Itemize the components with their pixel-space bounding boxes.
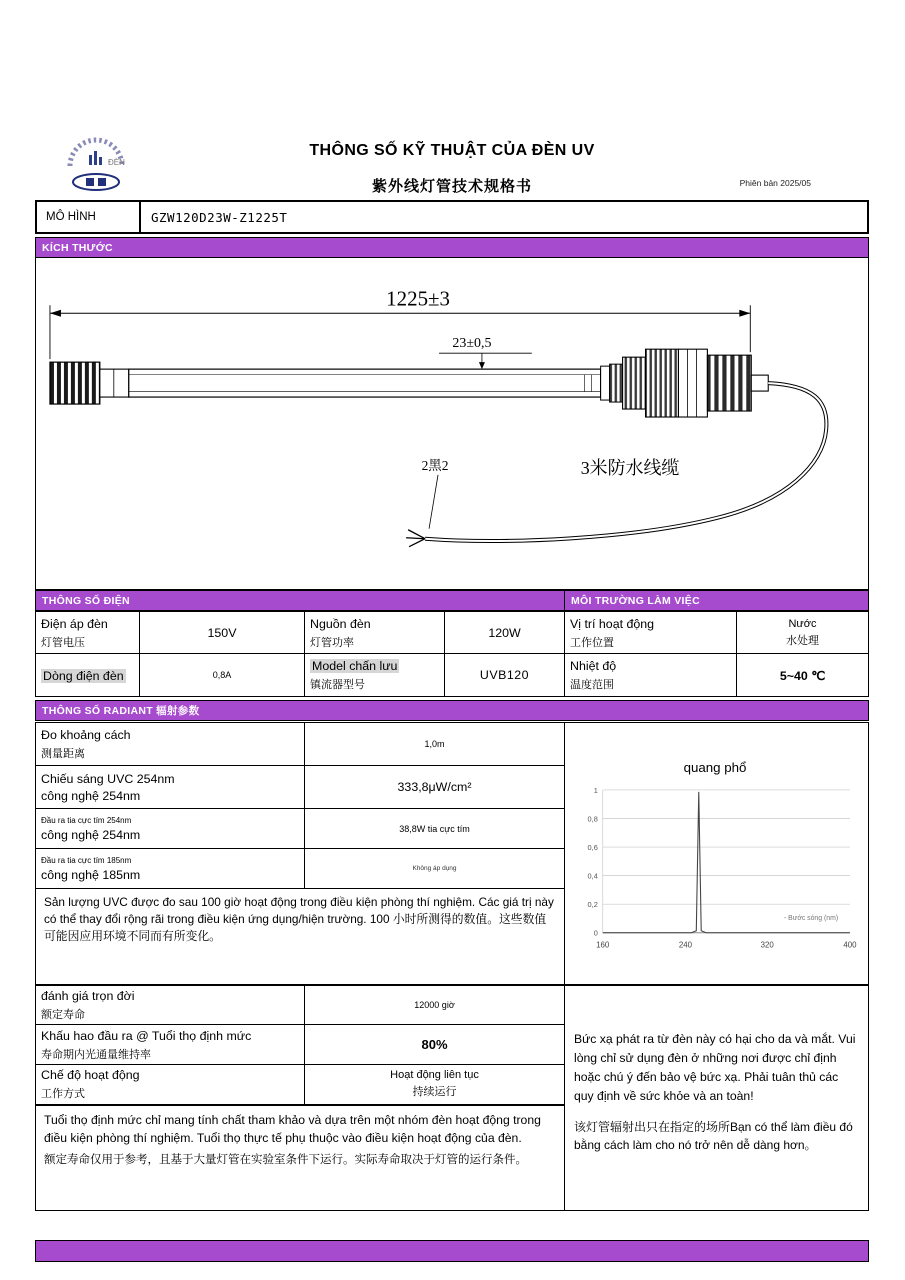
- value-zh: 水处理: [786, 634, 819, 647]
- rated-life-label: [36, 986, 305, 1025]
- measure-distance-label: [36, 723, 305, 766]
- model-label: MÔ HÌNH: [37, 202, 141, 232]
- label-sub: công nghệ 254nm: [41, 828, 141, 842]
- safety-warning-zh: 该灯管辐射出只在指定的场所Bạn có thể làm điều đó bằng cách làm cho nó trở nên dễ dàng hơn。: [574, 1119, 853, 1153]
- spectrum-series-line: [603, 792, 850, 933]
- ballast-model-value: [445, 654, 565, 696]
- uvc-irradiance-label: [36, 766, 305, 809]
- measure-distance-value: [305, 723, 564, 766]
- rated-life-value: [305, 986, 564, 1025]
- section-bar-dimensions: KÍCH THƯỚC: [35, 237, 869, 258]
- dimension-diameter: 23±0,5: [452, 336, 492, 352]
- lamp-power-label: [305, 612, 445, 654]
- uv-output-254-label: [36, 809, 305, 849]
- temperature-value: [737, 654, 868, 696]
- y-tick-1: 1: [593, 785, 598, 795]
- label-sub: công nghệ 185nm: [41, 868, 141, 882]
- cable-label: 3米防水线缆: [580, 457, 680, 478]
- y-tick-04: 0,4: [587, 871, 598, 881]
- uv-output-185-value: [305, 849, 564, 889]
- value-text: 80%: [421, 1036, 448, 1052]
- label-vi: Nguồn đèn: [310, 616, 371, 631]
- label-vi: đánh giá trọn đời: [41, 989, 135, 1004]
- label-vi: Đầu ra tia cực tím 185nm: [41, 856, 132, 865]
- label-zh: 灯管电压: [41, 636, 85, 649]
- label-zh: 寿命期内光通量维持率: [41, 1048, 151, 1061]
- chart-legend: - Bước sóng (nm): [783, 914, 839, 922]
- output-depreciation-value: [305, 1025, 564, 1064]
- label-zh: 工作方式: [41, 1088, 85, 1101]
- uvc-measurement-note: Sản lượng UVC được đo sau 100 giờ hoạt động trong điều kiện phòng thí nghiệm. Các giá trị này có thể thay đổi rộng rãi trong điều kiện ứng dụng/hiện trường. 100 小时所测得的数值。这些数值可能因应用环境不同而有所变化。: [44, 895, 554, 943]
- label-zh: 工作位置: [570, 636, 614, 649]
- label-vi: Dòng điện đèn: [43, 668, 124, 683]
- radiant-table: [35, 722, 565, 985]
- document-header: [35, 128, 869, 200]
- label-zh: 温度范围: [570, 679, 614, 691]
- value-text: 120W: [488, 625, 521, 640]
- section-bar-electrical: THÔNG SỐ ĐIỆN: [35, 590, 565, 611]
- document-title: THÔNG SỐ KỸ THUẬT CỦA ĐÈN UV: [309, 142, 595, 159]
- spectrum-chart: [564, 722, 869, 985]
- value-text: 150V: [207, 625, 237, 640]
- lamp-power-value: [445, 612, 565, 654]
- label-vi: Chế độ hoạt động: [41, 1068, 140, 1083]
- spectrum-plot: [565, 723, 866, 982]
- label-vi: Chiếu sáng UVC 254nm: [41, 772, 175, 786]
- value-text: 1,0m: [424, 739, 445, 749]
- value-vi: Hoạt động liên tục: [390, 1069, 479, 1082]
- uv-output-185-label: [36, 849, 305, 889]
- value-text: 333,8μW/cm²: [397, 780, 472, 794]
- document-subtitle: 紫外线灯管技术规格书: [371, 178, 532, 195]
- chart-title: quang phổ: [683, 760, 747, 776]
- y-tick-06: 0,6: [587, 843, 598, 853]
- value-zh: 持续运行: [412, 1086, 457, 1099]
- lifetime-table: [35, 985, 565, 1105]
- label-vi: Khấu hao đầu ra @ Tuổi thọ định mức: [41, 1028, 252, 1043]
- label-vi: Đo khoảng cách: [41, 728, 131, 742]
- version-label: Phiên bản 2025/05: [739, 178, 811, 188]
- value-text: Không áp dụng: [412, 865, 457, 872]
- label-zh: 镇流器型号: [310, 679, 365, 691]
- label-vi: Vị trí hoạt động: [570, 616, 655, 631]
- output-depreciation-label: [36, 1025, 305, 1064]
- value-text: 0,8A: [212, 670, 232, 680]
- work-position-label: [565, 612, 737, 654]
- x-tick-400: 400: [843, 940, 857, 950]
- x-tick-160: 160: [596, 940, 610, 950]
- value-text: 5~40 ℃: [779, 668, 826, 683]
- work-position-value: [737, 612, 868, 654]
- footer-bar: [35, 1240, 869, 1262]
- lifetime-note-zh: 额定寿命仅用于参考，且基于大量灯管在实验室条件下运行。实际寿命取决于灯管的运行条件。: [44, 1153, 527, 1166]
- lamp-voltage-value: [140, 612, 305, 654]
- logo-text: ĐÈN: [108, 158, 125, 167]
- lamp-current-label: [36, 654, 140, 696]
- uv-output-254-value: [305, 809, 564, 849]
- electrical-table: [35, 611, 869, 697]
- dimension-length: 1225±3: [386, 286, 451, 311]
- label-zh: 额定寿命: [41, 1009, 85, 1022]
- model-number: GZW120D23W-Z1225T: [151, 209, 288, 225]
- label-sub: công nghệ 254nm: [41, 789, 141, 803]
- lifetime-note-vi: Tuổi thọ định mức chỉ mang tính chất tham khảo và dựa trên một nhóm đèn hoạt động trong điều kiện phòng thí nghiệm. Tuổi thọ thực tế phụ thuộc vào điều kiện hoạt động của đèn.: [44, 1113, 541, 1146]
- y-tick-08: 0,8: [587, 814, 598, 824]
- technical-drawing: [35, 258, 869, 590]
- label-zh: 灯管功率: [310, 636, 354, 649]
- section-bar-radiant: THÔNG SỐ RADIANT 辐射参数: [35, 700, 869, 721]
- y-tick-0: 0: [593, 928, 598, 938]
- lamp-current-value: [140, 654, 305, 696]
- model-row: [35, 200, 869, 234]
- label-zh: 测量距离: [41, 748, 85, 760]
- label-vi: Model chấn lưu: [312, 659, 398, 673]
- lamp-drawing: [36, 258, 868, 588]
- label-vi: Điện áp đèn: [41, 616, 108, 631]
- safety-warning: [564, 985, 869, 1211]
- value-text: UVB120: [479, 668, 530, 682]
- value-vi: Nước: [788, 617, 817, 630]
- y-tick-02: 0,2: [587, 900, 598, 910]
- section-bar-environment: MÔI TRƯỜNG LÀM VIỆC: [564, 590, 869, 611]
- label-vi: Nhiệt độ: [570, 659, 617, 673]
- wire-label: 2黑2: [421, 457, 449, 473]
- temperature-label: [565, 654, 737, 696]
- value-text: 12000 giờ: [414, 1000, 455, 1011]
- x-tick-240: 240: [678, 940, 693, 950]
- value-text: 38,8W tia cực tím: [399, 823, 470, 834]
- uvc-irradiance-value: [305, 766, 564, 809]
- x-tick-320: 320: [760, 940, 774, 950]
- lamp-voltage-label: [36, 612, 140, 654]
- safety-warning-vi: Bức xạ phát ra từ đèn này có hại cho da và mắt. Vui lòng chỉ sử dụng đèn ở những nơi được chỉ định hoặc chú ý đến bảo vệ bức xạ. Phải tuân thủ các quy định về sức khỏe và an toàn!: [574, 1032, 856, 1103]
- lifetime-note: [35, 1105, 565, 1211]
- label-vi: Đầu ra tia cực tím 254nm: [41, 816, 132, 825]
- operation-mode-value: [305, 1065, 564, 1104]
- operation-mode-label: [36, 1065, 305, 1104]
- ballast-model-label: [305, 654, 445, 696]
